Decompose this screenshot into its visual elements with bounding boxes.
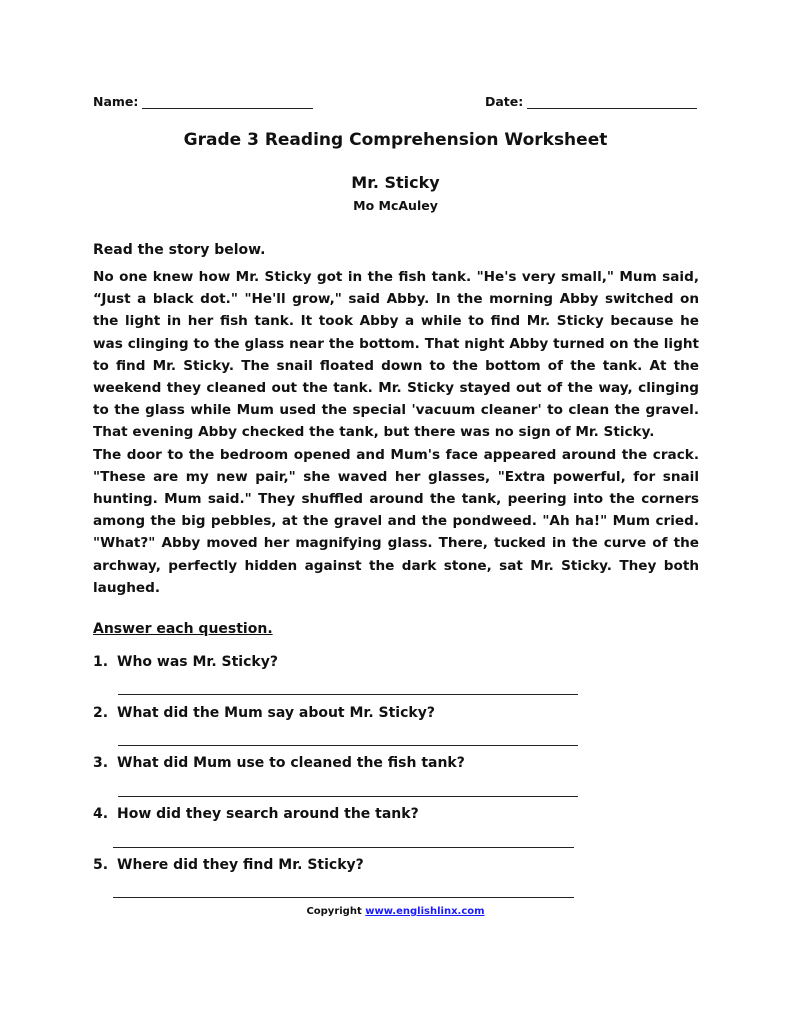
answer-line-2[interactable]: [118, 745, 578, 746]
question-2: [93, 705, 435, 721]
worksheet-title: Grade 3 Reading Comprehension Worksheet: [183, 130, 608, 150]
story-paragraph-1: No one knew how Mr. Sticky got in the fish tank. "He's very small," Mum said, “Just a black dot." "He'll grow," said Abby. In the morning Abby switched on the light in her fish tank. It took Abby a while to find Mr. Sticky because he was clinging to the glass near the bottom. That night Abby turned on the light to find Mr. Sticky. The snail floated down to the bottom of the tank. At the weekend they cleaned out the tank. Mr. Sticky stayed out of the way, clinging to the glass while Mum used the special 'vacuum cleaner' to clean the gravel. That evening Abby checked the tank, but there was no sign of Mr. Sticky.: [93, 269, 699, 441]
date-blank-line: [527, 95, 697, 109]
answer-line-1[interactable]: [118, 694, 578, 695]
date-label: Date:: [485, 94, 524, 109]
story-text: [93, 266, 699, 599]
question-1: [93, 654, 278, 670]
copyright-footer: [0, 906, 791, 917]
question-number: 4.: [93, 806, 109, 822]
date-field: [485, 94, 697, 109]
story-title: Mr. Sticky: [351, 173, 440, 192]
answer-line-3[interactable]: [118, 796, 578, 797]
header-row: [93, 94, 698, 112]
question-4: [93, 806, 419, 822]
question-text: What did Mum use to cleaned the fish tank?: [117, 755, 465, 771]
question-text: What did the Mum say about Mr. Sticky?: [117, 705, 435, 721]
question-3: [93, 755, 465, 771]
reading-instruction: Read the story below.: [93, 242, 266, 258]
answer-line-5[interactable]: [113, 897, 574, 898]
question-5: [93, 857, 364, 873]
question-text: Who was Mr. Sticky?: [117, 654, 278, 670]
question-number: 2.: [93, 705, 109, 721]
questions-heading: Answer each question.: [93, 621, 273, 637]
answer-line-4[interactable]: [113, 847, 574, 848]
name-label: Name:: [93, 94, 139, 109]
website-link[interactable]: www.englishlinx.com: [365, 906, 485, 917]
question-number: 5.: [93, 857, 109, 873]
story-paragraph-2: The door to the bedroom opened and Mum's face appeared around the crack. "These are my new pair," she waved her glasses, "Extra powerful, for snail hunting. Mum said." They shuffled around the tank, peering into the corners among the big pebbles, at the gravel and the pondweed. "Ah ha!" Mum cried. "What?" Abby moved her magnifying glass. There, tucked in the curve of the archway, perfectly hidden against the dark stone, sat Mr. Sticky. They both laughed.: [93, 446, 699, 596]
question-text: How did they search around the tank?: [117, 806, 419, 822]
question-number: 3.: [93, 755, 109, 771]
question-number: 1.: [93, 654, 109, 670]
copyright-label: Copyright: [306, 906, 362, 917]
story-author: Mo McAuley: [353, 198, 438, 213]
name-field: [93, 94, 313, 109]
name-blank-line: [142, 95, 313, 109]
question-text: Where did they find Mr. Sticky?: [117, 857, 364, 873]
